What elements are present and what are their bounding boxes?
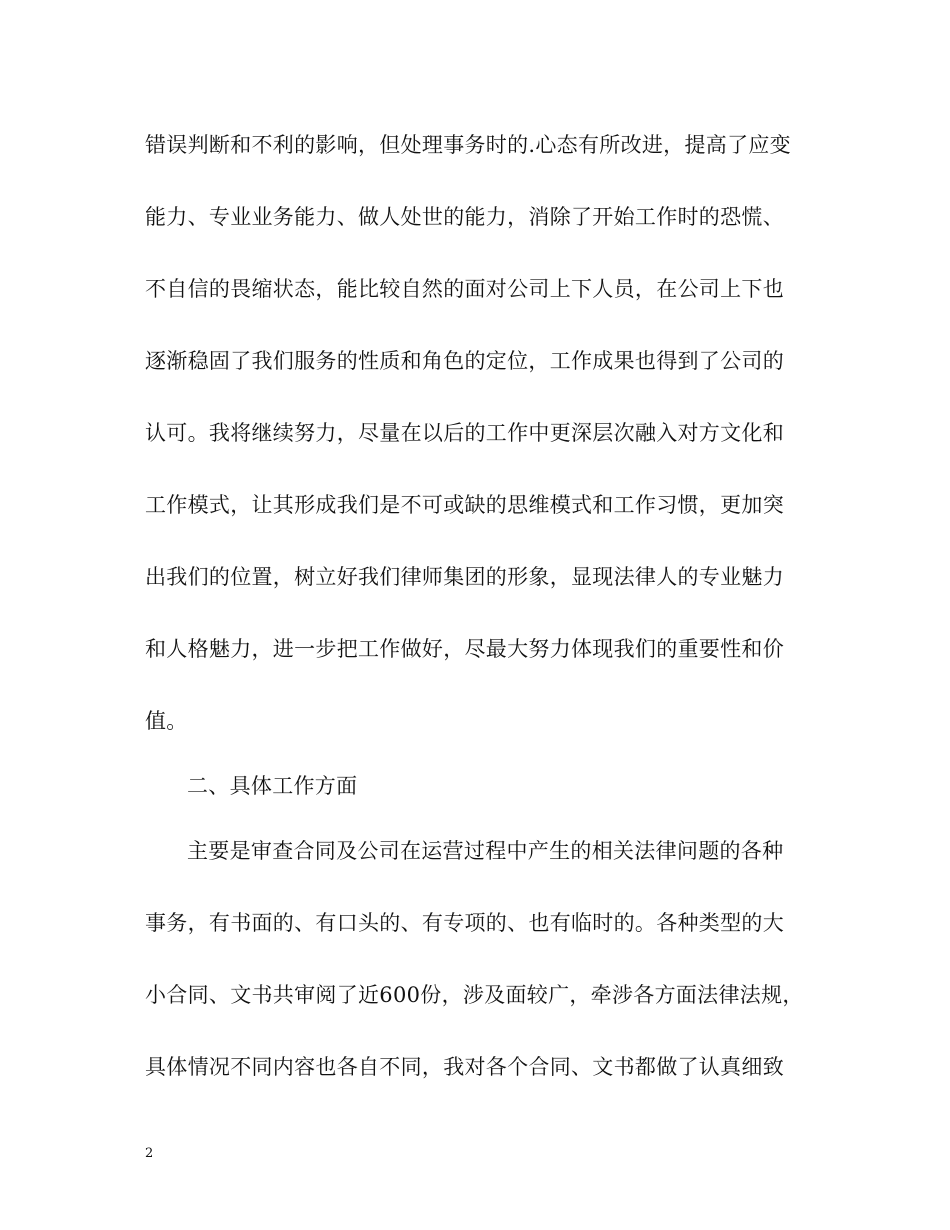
page-number: 2	[145, 1146, 154, 1161]
paragraph-line: 逐渐稳固了我们服务的性质和角色的定位，工作成果也得到了公司的	[145, 349, 784, 373]
section-heading: 二、具体工作方面	[187, 774, 358, 798]
paragraph-line: 具体情况不同内容也各自不同，我对各个合同、文书都做了认真细致	[145, 1055, 784, 1079]
paragraph-line: 不自信的畏缩状态，能比较自然的面对公司上下人员，在公司上下也	[145, 277, 784, 301]
paragraph-line: 错误判断和不利的影响，但处理事务时的.心态有所改进，提高了应变	[145, 133, 791, 157]
paragraph-line: 能力、专业业务能力、做人处世的能力，消除了开始工作时的恐慌、	[145, 205, 784, 229]
paragraph-line: 认可。我将继续努力，尽量在以后的工作中更深层次融入对方文化和	[145, 421, 784, 445]
paragraph-line: 出我们的位置，树立好我们律师集团的形象，显现法律人的专业魅力	[145, 565, 784, 589]
paragraph-line: 值。	[145, 709, 188, 733]
paragraph-line: 主要是审查合同及公司在运营过程中产生的相关法律问题的各种	[187, 839, 784, 863]
paragraph-line: 工作模式，让其形成我们是不可或缺的思维模式和工作习惯，更加突	[145, 493, 784, 517]
paragraph-line: 和人格魅力，进一步把工作做好，尽最大努力体现我们的重要性和价	[145, 637, 784, 661]
paragraph-line: 事务，有书面的、有口头的、有专项的、也有临时的。各种类型的大	[145, 911, 784, 935]
paragraph-line: 小合同、文书共审阅了近600份，涉及面较广，牵涉各方面法律法规，	[145, 983, 804, 1007]
